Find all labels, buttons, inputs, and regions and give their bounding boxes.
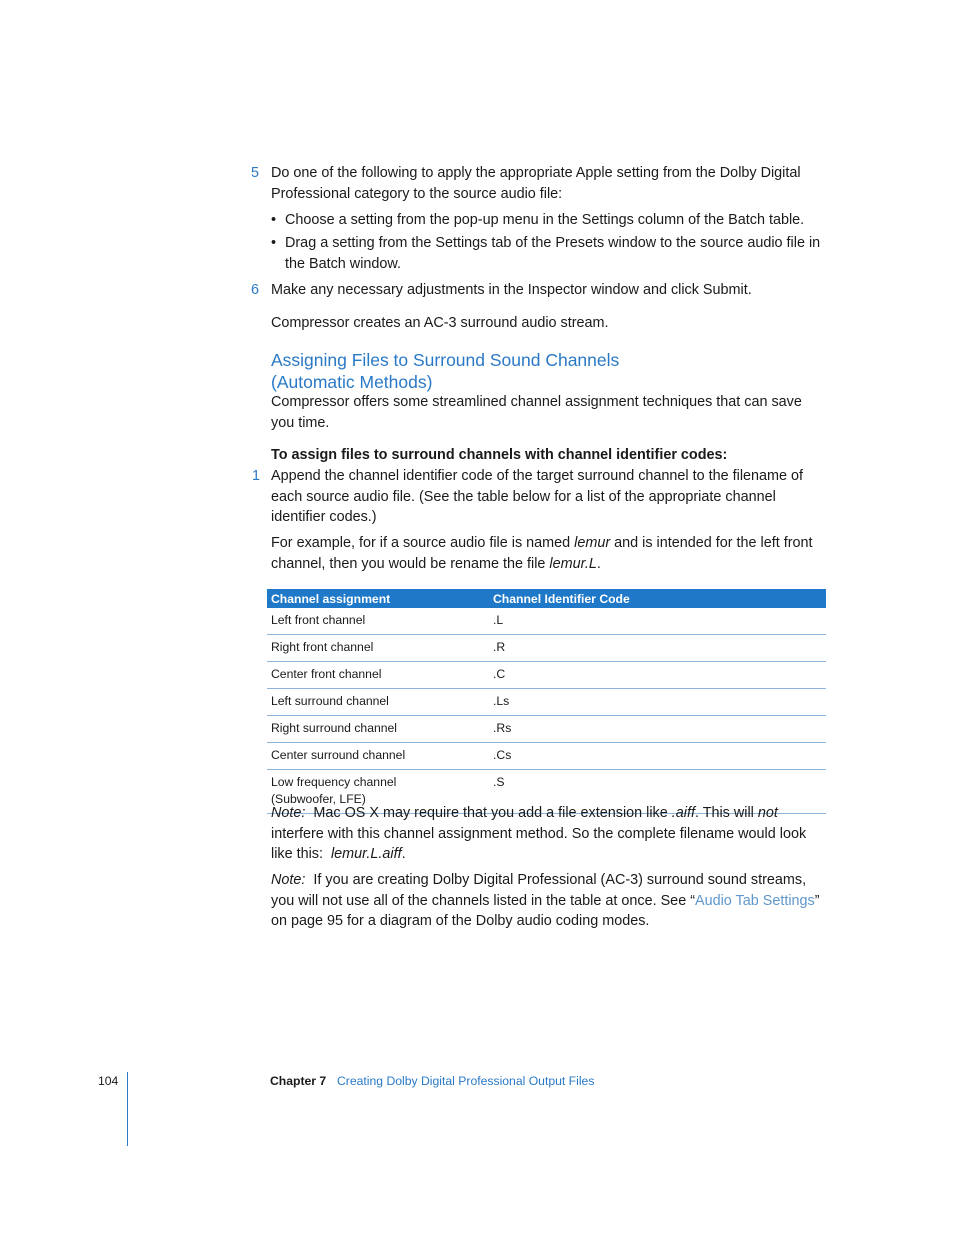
text-run: interfere with this channel assignment method. So the complete filename would look like this:	[271, 805, 811, 862]
text-run: Mac OS X may require that you add a file extension like	[305, 805, 672, 821]
bullet-item: Choose a setting from the pop-up menu in the Settings column of the Batch table.	[285, 212, 805, 228]
table-row	[267, 635, 826, 662]
table-cell: Low frequency channel (Subwoofer, LFE)	[267, 770, 489, 814]
text-run: .	[401, 846, 406, 862]
step-number: 6	[251, 282, 260, 298]
table-cell: Left surround channel	[267, 689, 489, 716]
extension-italic: .aiff	[671, 805, 695, 821]
filename-italic: lemur.L	[549, 555, 597, 572]
section-heading	[271, 349, 826, 393]
note-label: Note:	[271, 872, 306, 888]
step-6-text: Make any necessary adjustments in the Inspector window and click Submit.	[271, 282, 752, 298]
step-5-text: Do one of the following to apply the appropriate Apple setting from the Dolby Digital Professional category to the source audio file:	[271, 165, 801, 202]
bullet-icon: •	[271, 235, 277, 251]
table-cell: .L	[489, 608, 826, 635]
note-paragraph	[271, 870, 827, 932]
step-1-text: Append the channel identifier code of the target surround channel to the filename of each source audio file. (See the table below for a list of the appropriate channel identifier codes.)	[271, 468, 804, 525]
example-paragraph	[271, 533, 826, 574]
channel-table	[267, 589, 826, 814]
table-row	[267, 716, 826, 743]
text-run: ” on page 95 for a diagram of the Dolby audio coding modes.	[271, 892, 820, 929]
emphasis-italic: not	[757, 805, 778, 821]
table-cell: Right front channel	[267, 635, 489, 662]
text-run: . This will	[694, 805, 758, 821]
table-cell: Center surround channel	[267, 743, 489, 770]
section-heading-line: (Automatic Methods)	[271, 372, 433, 392]
text-run: For example, for if a source audio file is named	[271, 535, 575, 551]
table-cell: Center front channel	[267, 662, 489, 689]
section-heading-line: Assigning Files to Surround Sound Channels	[271, 350, 620, 370]
filename-italic: lemur	[574, 535, 611, 551]
text-run: .	[596, 555, 601, 572]
table-row	[267, 608, 826, 635]
filename-italic: lemur.L.aiff	[330, 846, 402, 862]
result-text: Compressor creates an AC-3 surround audio stream.	[271, 315, 609, 331]
step-number: 1	[252, 468, 261, 484]
table-row	[267, 743, 826, 770]
chapter-title-link[interactable]: Creating Dolby Digital Professional Output Files	[337, 1074, 595, 1088]
table-cell: .Ls	[489, 689, 826, 716]
table-cell: .S	[489, 770, 826, 814]
bullet-item: Drag a setting from the Settings tab of the Presets window to the source audio file in the Batch window.	[285, 235, 821, 272]
task-heading: To assign files to surround channels with channel identifier codes:	[271, 447, 728, 463]
note-label: Note:	[271, 805, 306, 821]
table-cell: Left front channel	[267, 608, 489, 635]
table-cell: Right surround channel	[267, 716, 489, 743]
column-header: Channel assignment	[267, 589, 489, 608]
page-number: 104	[98, 1074, 119, 1088]
section-intro: Compressor offers some streamlined channel assignment techniques that can save you time.	[271, 394, 802, 431]
bullet-icon: •	[271, 212, 277, 228]
table-cell: .R	[489, 635, 826, 662]
audio-tab-settings-link[interactable]: Audio Tab Settings	[694, 892, 815, 909]
table-row	[267, 662, 826, 689]
text-run: and is intended for the left front channel, then you would be rename the file	[271, 535, 813, 572]
table-header-row	[267, 589, 826, 608]
table-cell: .Rs	[489, 716, 826, 743]
note-paragraph	[271, 803, 827, 865]
text-run: If you are creating Dolby Digital Professional (AC-3) surround sound streams, you will not use all of the channels listed in the table at once. See “	[271, 872, 811, 909]
table-cell: .C	[489, 662, 826, 689]
table-row	[267, 689, 826, 716]
column-header: Channel Identifier Code	[489, 589, 826, 608]
channel-table-container	[267, 589, 826, 814]
footer-divider	[127, 1072, 128, 1146]
table-cell: .Cs	[489, 743, 826, 770]
step-number: 5	[251, 165, 260, 181]
chapter-label: Chapter 7	[270, 1074, 327, 1088]
